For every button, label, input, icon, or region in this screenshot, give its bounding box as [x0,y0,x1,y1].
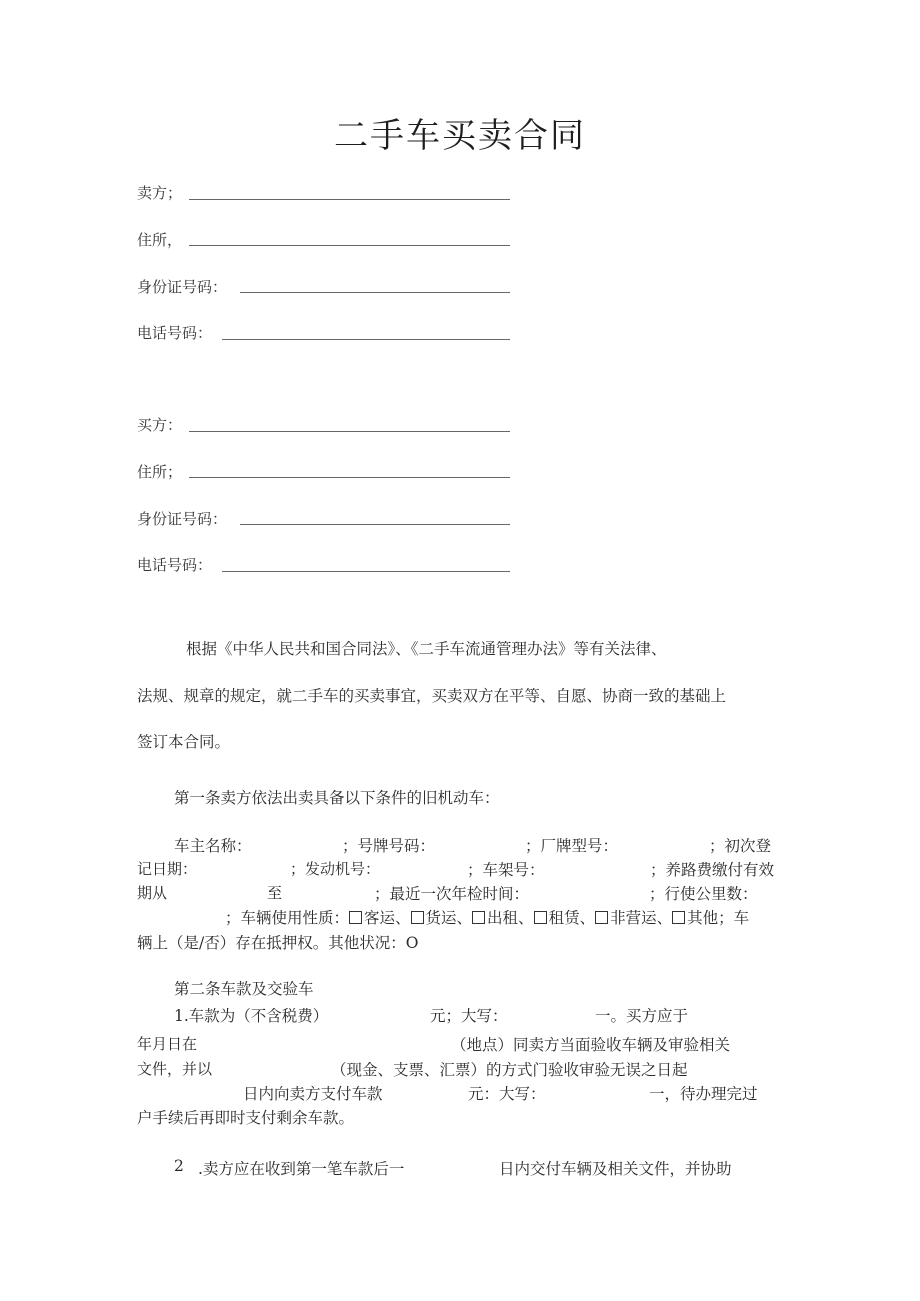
checkbox-icon[interactable] [534,911,547,924]
mortgage-status-line: 辆上（是/否）存在抵押权。其他状况：O [137,934,419,952]
checkbox-icon[interactable] [595,911,608,924]
seller-field-line [189,199,510,200]
payment-days-label: 日内向卖方支付车款 [243,1085,383,1103]
usage-option-freight: 货运、 [425,909,473,927]
buyer-id-field-line [240,524,510,525]
seller-phone-label: 电话号码： [137,324,213,342]
date-at-label: 年月日在 [137,1035,198,1053]
checkbox-icon[interactable] [411,911,424,924]
checkbox-icon[interactable] [672,911,685,924]
price-capital-label: 元；大写： [430,1007,508,1025]
payment-method-clause: （现金、支票、汇票）的方式门验收审验无误之日起 [331,1061,688,1079]
intro-line-3: 签订本合同。 [137,733,231,751]
buyer-address-label: 住所； [137,463,183,481]
buyer-field-line [189,431,510,432]
seller-label: 卖方； [137,184,183,202]
article-2-heading: 第二条车款及交验车 [174,980,314,998]
clause-2-text-a: .卖方应在收到第一笔车款后一 [198,1160,405,1178]
buyer-should-label: 一。买方应于 [595,1007,689,1025]
payment-method-label: 文件，并以 [137,1060,213,1078]
intro-line-1: 根据《中华人民共和国合同法》、《二手车流通管理办法》等有关法律、 [186,640,667,658]
payment-amount-label: 元：大写： [468,1085,546,1103]
first-registration-label: ；初次登 [709,837,772,855]
clause-2-text-b: 日内交付车辆及相关文件，并协助 [499,1160,732,1178]
clause-2-number: 2 [174,1157,184,1175]
registration-date-label: 记日期： [137,860,198,878]
buyer-id-label: 身份证号码： [137,510,228,528]
last-inspection-label: ；最近一次年检时间： [374,885,530,903]
usage-type-row [225,906,749,928]
usage-option-other: 其他；车 [687,909,750,927]
usage-type-label: ；车辆使用性质： [225,909,350,927]
plate-number-label: ；号牌号码： [342,837,436,855]
buyer-address-field-line [189,477,510,478]
buyer-phone-label: 电话号码： [137,556,213,574]
seller-address-label: 住所， [137,231,183,249]
valid-to-label: 至 [267,884,283,902]
checkbox-icon[interactable] [472,911,485,924]
buyer-label: 买方： [137,416,183,434]
buyer-phone-field-line [222,571,510,572]
mileage-label: ；行使公里数： [649,885,758,903]
article-1-heading: 第一条卖方依法出卖具备以下条件的旧机动车： [174,789,500,807]
brand-model-label: ；厂牌型号： [525,837,619,855]
usage-option-taxi: 出租、 [487,909,534,927]
location-clause: （地点）同卖方当面验收车辆及审验相关 [451,1036,731,1054]
page-title: 二手车买卖合同 [334,116,586,156]
usage-option-nonoperating: 非营运、 [610,909,673,927]
seller-phone-field-line [222,339,510,340]
price-label: 1.车款为（不含税费） [174,1007,329,1025]
vin-label: ；车架号： [467,861,545,879]
checkbox-icon[interactable] [349,911,362,924]
engine-number-label: ；发动机号： [290,860,381,878]
intro-line-2: 法规、规章的规定，就二手车的买卖事宜，买卖双方在平等、自愿、协商一致的基础上 [137,687,727,705]
remaining-payment-line: 户手续后再即时支付剩余车款。 [137,1109,355,1127]
owner-name-label: 车主名称： [174,837,252,855]
seller-id-label: 身份证号码： [137,278,228,296]
seller-address-field-line [189,245,510,246]
seller-id-field-line [240,292,510,293]
valid-from-label: 期从 [137,884,168,902]
road-fee-label: ；养路费缴付有效 [650,861,775,879]
usage-option-passenger: 客运、 [364,909,411,927]
usage-option-lease: 租赁、 [548,909,596,927]
transfer-clause: 一，待办理完过 [649,1085,758,1103]
